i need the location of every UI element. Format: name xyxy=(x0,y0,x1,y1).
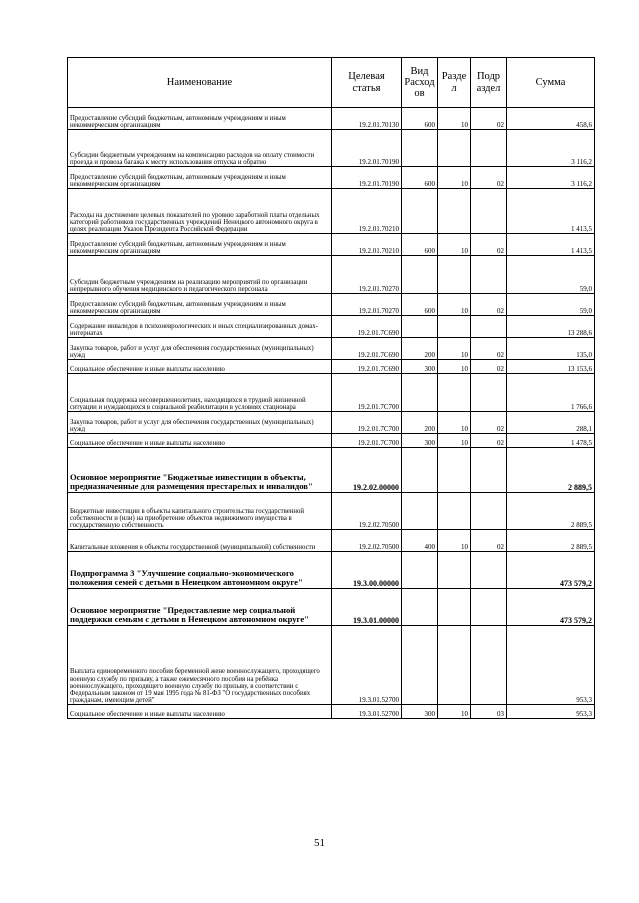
row-sum: 473 579,2 xyxy=(507,589,595,626)
row-subsection xyxy=(471,589,507,626)
row-name: Выплата единовременного пособия беременной жене военнослужащего, проходящего военную службу по призыву, а также ежемесячного пособия на ребёнка военнослужащего, проходящего военную службу по призыву, в соответствии с Федеральным законом от 19 мая 1995 года № 81-ФЗ "О государственных пособиях гражданам, имеющим детей" xyxy=(68,626,332,705)
row-target-code: 19.2.01.7С690 xyxy=(332,338,402,360)
row-target-code: 19.3.01.52700 xyxy=(332,705,402,719)
row-name: Капитальные вложения в объекты государственной (муниципальной) собственности xyxy=(68,530,332,552)
row-subsection xyxy=(471,493,507,530)
row-section: 10 xyxy=(438,338,471,360)
row-name: Закупка товаров, работ и услуг для обеспечения государственных (муниципальных) нужд xyxy=(68,338,332,360)
row-name: Подпрограмма 3 "Улучшение социально-экономического положения семей с детьми в Ненецком автономном округе" xyxy=(68,552,332,589)
row-subsection xyxy=(471,256,507,294)
row-target-code: 19.3.00.00000 xyxy=(332,552,402,589)
row-sum: 3 116,2 xyxy=(507,167,595,189)
row-name: Предоставление субсидий бюджетным, автономным учреждениям и иным некоммерческим организациям xyxy=(68,234,332,256)
row-name: Предоставление субсидий бюджетным, автономным учреждениям и иным некоммерческим организациям xyxy=(68,167,332,189)
row-sum: 458,6 xyxy=(507,108,595,130)
row-expense-type: 200 xyxy=(402,338,438,360)
row-section xyxy=(438,189,471,234)
row-expense-type xyxy=(402,189,438,234)
row-name: Закупка товаров, работ и услуг для обеспечения государственных (муниципальных) нужд xyxy=(68,412,332,434)
row-expense-type xyxy=(402,316,438,338)
page-number: 51 xyxy=(314,837,325,849)
row-section xyxy=(438,626,471,705)
row-name: Основное мероприятие "Предоставление мер социальной поддержки семьям с детьми в Ненецком автономном округе" xyxy=(68,589,332,626)
row-sum: 1 478,5 xyxy=(507,434,595,448)
row-section xyxy=(438,589,471,626)
row-subsection xyxy=(471,626,507,705)
row-target-code: 19.2.01.70270 xyxy=(332,256,402,294)
table-row xyxy=(68,589,595,626)
row-sum: 2 889,5 xyxy=(507,493,595,530)
row-expense-type: 600 xyxy=(402,167,438,189)
row-expense-type xyxy=(402,626,438,705)
row-section: 10 xyxy=(438,530,471,552)
row-target-code: 19.2.01.70210 xyxy=(332,234,402,256)
table-row xyxy=(68,316,595,338)
row-subsection: 02 xyxy=(471,412,507,434)
row-section xyxy=(438,374,471,412)
row-name: Предоставление субсидий бюджетным, автономным учреждениям и иным некоммерческим организациям xyxy=(68,294,332,316)
row-name: Предоставление субсидий бюджетным, автономным учреждениям и иным некоммерческим организациям xyxy=(68,108,332,130)
row-section xyxy=(438,552,471,589)
row-section: 10 xyxy=(438,108,471,130)
row-section: 10 xyxy=(438,234,471,256)
row-section: 10 xyxy=(438,360,471,374)
row-expense-type xyxy=(402,448,438,493)
row-expense-type xyxy=(402,552,438,589)
row-target-code: 19.2.01.7С700 xyxy=(332,434,402,448)
table-row xyxy=(68,189,595,234)
row-sum: 2 889,5 xyxy=(507,530,595,552)
row-subsection: 02 xyxy=(471,530,507,552)
row-sum: 288,1 xyxy=(507,412,595,434)
row-section xyxy=(438,130,471,167)
row-name: Социальное обеспечение и иные выплаты населению xyxy=(68,705,332,719)
row-subsection xyxy=(471,130,507,167)
table-row xyxy=(68,530,595,552)
table-row xyxy=(68,234,595,256)
table-row xyxy=(68,256,595,294)
row-target-code: 19.2.01.7С690 xyxy=(332,360,402,374)
row-section xyxy=(438,448,471,493)
row-section xyxy=(438,316,471,338)
row-section: 10 xyxy=(438,705,471,719)
row-name: Основное мероприятие "Бюджетные инвестиции в объекты, предназначенные для размещения престарелых и инвалидов" xyxy=(68,448,332,493)
row-name: Расходы на достижение целевых показателей по уровню заработной платы отдельных категорий работников государственных учреждений Ненецкого автономного округа в целях реализации Указов Президента Российской Федерации xyxy=(68,189,332,234)
row-sum: 953,3 xyxy=(507,705,595,719)
row-subsection: 02 xyxy=(471,434,507,448)
row-section: 10 xyxy=(438,294,471,316)
row-section xyxy=(438,493,471,530)
row-subsection xyxy=(471,189,507,234)
table-row xyxy=(68,108,595,130)
table-row xyxy=(68,167,595,189)
table-body xyxy=(68,108,595,719)
row-subsection: 02 xyxy=(471,234,507,256)
row-name: Субсидии бюджетным учреждениям на реализацию мероприятий по организации непрерывного обучения медицинского и педагогического персонала xyxy=(68,256,332,294)
row-sum: 13 288,6 xyxy=(507,316,595,338)
row-sum: 59,0 xyxy=(507,256,595,294)
row-expense-type: 600 xyxy=(402,234,438,256)
row-sum: 13 153,6 xyxy=(507,360,595,374)
row-name: Социальная поддержка несовершеннолетних, находящихся в трудной жизненной ситуации и нуждающихся в социальной реабилитации в условиях стационара xyxy=(68,374,332,412)
row-subsection xyxy=(471,316,507,338)
table-row xyxy=(68,493,595,530)
row-subsection: 02 xyxy=(471,167,507,189)
row-target-code: 19.2.01.7С690 xyxy=(332,316,402,338)
row-expense-type xyxy=(402,493,438,530)
row-sum: 135,0 xyxy=(507,338,595,360)
row-section: 10 xyxy=(438,412,471,434)
row-name: Субсидии бюджетным учреждениям на компенсацию расходов на оплату стоимости проезда и провоза багажа к месту использования отпуска и обратно xyxy=(68,130,332,167)
table-row xyxy=(68,552,595,589)
row-target-code: 19.3.01.00000 xyxy=(332,589,402,626)
row-section: 10 xyxy=(438,434,471,448)
table-row xyxy=(68,626,595,705)
row-sum: 1 413,5 xyxy=(507,189,595,234)
row-section xyxy=(438,256,471,294)
row-expense-type xyxy=(402,374,438,412)
row-expense-type: 600 xyxy=(402,108,438,130)
row-expense-type: 300 xyxy=(402,434,438,448)
row-name: Социальное обеспечение и иные выплаты населению xyxy=(68,360,332,374)
row-sum: 953,3 xyxy=(507,626,595,705)
row-target-code: 19.2.01.70270 xyxy=(332,294,402,316)
row-subsection xyxy=(471,552,507,589)
header-target: Целевая статья xyxy=(332,58,402,108)
row-expense-type: 600 xyxy=(402,294,438,316)
row-target-code: 19.2.01.7С700 xyxy=(332,412,402,434)
row-subsection: 03 xyxy=(471,705,507,719)
row-sum: 1 766,6 xyxy=(507,374,595,412)
row-name: Бюджетные инвестиции в объекты капитального строительства государственной собственности и (или) на приобретение объектов недвижимого имущества в государственную собственность xyxy=(68,493,332,530)
table-row xyxy=(68,294,595,316)
row-subsection: 02 xyxy=(471,294,507,316)
row-target-code: 19.2.01.70190 xyxy=(332,130,402,167)
row-subsection: 02 xyxy=(471,108,507,130)
row-sum: 473 579,2 xyxy=(507,552,595,589)
row-subsection: 02 xyxy=(471,338,507,360)
row-target-code: 19.2.01.70130 xyxy=(332,108,402,130)
header-row xyxy=(68,58,595,108)
row-sum: 59,0 xyxy=(507,294,595,316)
table-row xyxy=(68,338,595,360)
row-subsection xyxy=(471,448,507,493)
table-row xyxy=(68,448,595,493)
row-target-code: 19.2.01.7С700 xyxy=(332,374,402,412)
row-subsection: 02 xyxy=(471,360,507,374)
table-row xyxy=(68,412,595,434)
row-name: Содержание инвалидов в психоневрологических и иных специализированных домах-интернатах xyxy=(68,316,332,338)
row-target-code: 19.2.02.00000 xyxy=(332,448,402,493)
table-row xyxy=(68,434,595,448)
budget-table xyxy=(67,57,595,719)
row-target-code: 19.2.02.70500 xyxy=(332,493,402,530)
row-target-code: 19.2.01.70190 xyxy=(332,167,402,189)
header-type: Вид Расход ов xyxy=(402,58,438,108)
row-target-code: 19.3.01.52700 xyxy=(332,626,402,705)
row-expense-type: 300 xyxy=(402,705,438,719)
row-sum: 1 413,5 xyxy=(507,234,595,256)
row-sum: 2 889,5 xyxy=(507,448,595,493)
header-sum: Сумма xyxy=(507,58,595,108)
row-expense-type: 300 xyxy=(402,360,438,374)
header-subsection: Подр аздел xyxy=(471,58,507,108)
table-row xyxy=(68,130,595,167)
row-expense-type xyxy=(402,256,438,294)
header-name: Наименование xyxy=(68,58,332,108)
header-section: Разде л xyxy=(438,58,471,108)
row-expense-type xyxy=(402,589,438,626)
row-subsection xyxy=(471,374,507,412)
row-target-code: 19.2.01.70210 xyxy=(332,189,402,234)
row-target-code: 19.2.02.70500 xyxy=(332,530,402,552)
row-sum: 3 116,2 xyxy=(507,130,595,167)
table-row xyxy=(68,360,595,374)
row-expense-type: 400 xyxy=(402,530,438,552)
row-section: 10 xyxy=(438,167,471,189)
table-row xyxy=(68,705,595,719)
row-expense-type: 200 xyxy=(402,412,438,434)
row-name: Социальное обеспечение и иные выплаты населению xyxy=(68,434,332,448)
table-row xyxy=(68,374,595,412)
row-expense-type xyxy=(402,130,438,167)
